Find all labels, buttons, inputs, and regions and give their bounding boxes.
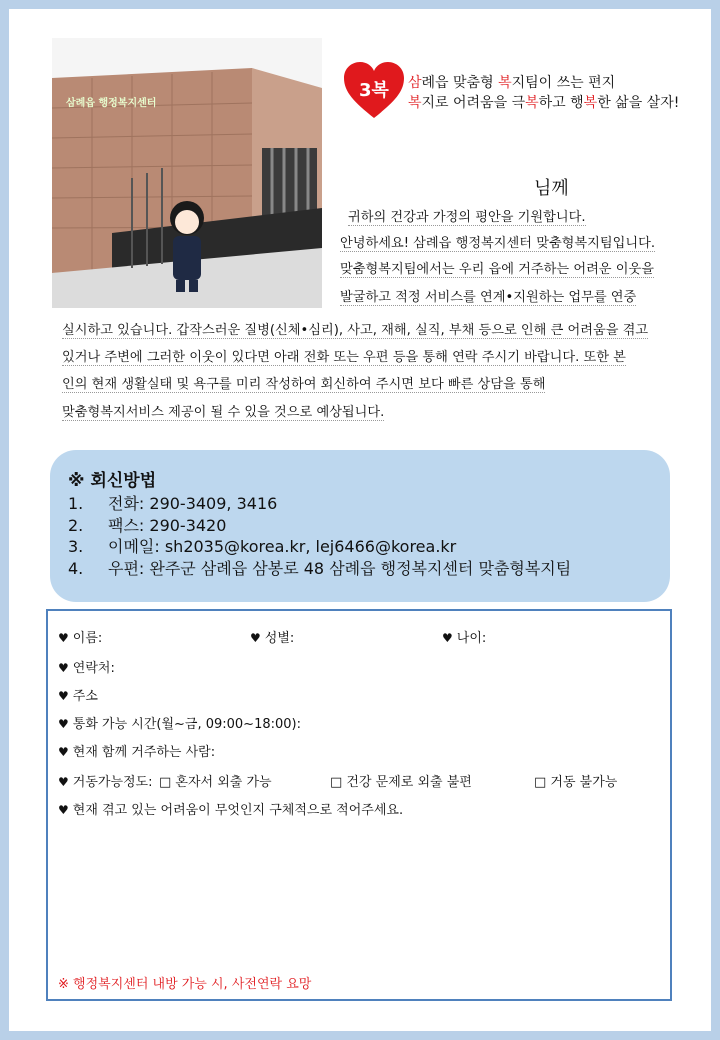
letter-line: 맞춤형복지서비스 제공이 될 수 있을 것으로 예상됩니다. [62,405,385,420]
heart-icon: ♥ [58,775,69,789]
letter-line: 있거나 주변에 그러한 이웃이 있다면 아래 전화 또는 우편 등을 통해 연락 주시기 바랍니다. 또한 본 [62,350,626,365]
mobility-field: ♥ 거동가능정도: [58,775,153,790]
heart-logo [344,62,404,124]
heart-icon: ♥ [58,661,69,675]
reply-item: 3. 이메일: sh2035@korea.kr, lej6466@korea.kr [68,537,457,556]
difficulty-field[interactable]: ♥ 현재 겪고 있는 어려움이 무엇인지 구체적으로 적어주세요. [58,803,404,818]
visit-warning: ※ 행정복지센터 내방 가능 시, 사전연락 요망 [58,977,312,992]
heart-icon: ♥ [58,689,69,703]
logo-text: 3복 [359,80,389,101]
heart-icon: ♥ [58,745,69,759]
name-field[interactable]: ♥ 이름: [58,631,103,646]
age-field[interactable]: ♥ 나이: [442,631,487,646]
building-sign: 삼례읍 행정복지센터 [66,98,157,109]
tagline-line-1: 삼례읍 맞춤형 복지팀이 쓰는 편지 [408,75,616,91]
reply-item: 2. 팩스: 290-3420 [68,515,227,535]
heart-icon: ♥ [58,631,69,645]
reply-item: 4. 우편: 완주군 삼례읍 삼봉로 48 삼례읍 행정복지센터 맞춤형복지팀 [68,558,572,578]
heart-icon: ♥ [58,717,69,731]
letter-line: 발굴하고 적정 서비스를 연계•지원하는 업무를 연중 [340,290,637,305]
letter-line: 귀하의 건강과 가정의 평안을 기원합니다. [348,210,586,225]
gender-field[interactable]: ♥ 성별: [250,631,295,646]
reply-method-box [50,450,670,602]
mobility-option-unable[interactable]: □ 거동 불가능 [534,775,618,790]
letter-line: 맞춤형복지팀에서는 우리 읍에 거주하는 어려운 이웃을 [340,262,654,277]
reply-form [46,609,672,1001]
heart-icon: ♥ [442,631,453,645]
building-illustration [52,38,322,308]
contact-field[interactable]: ♥ 연락처: [58,661,115,676]
call-time-field[interactable]: ♥ 통화 가능 시간(월~금, 09:00~18:00): [58,717,301,732]
heart-icon: ♥ [250,631,261,645]
cohabitant-field[interactable]: ♥ 현재 함께 거주하는 사람: [58,745,216,760]
letter-line: 실시하고 있습니다. 갑작스러운 질병(신체•심리), 사고, 재해, 실직, 부채 등으로 인해 큰 어려움을 겪고 [62,323,649,338]
reply-title: ※ 회신방법 [68,471,157,491]
letter-line: 인의 현재 생활실태 및 욕구를 미리 작성하여 회신하여 주시면 보다 빠른 상담을 통해 [62,377,546,392]
address-field[interactable]: ♥ 주소 [58,689,98,704]
letter-greeting: 님께 [534,178,569,199]
mobility-option-limited[interactable]: □ 건강 문제로 외출 불편 [330,775,472,790]
mobility-option-alone[interactable]: □ 혼자서 외출 가능 [159,775,272,790]
letter-line: 안녕하세요! 삼례읍 행정복지센터 맞춤형복지팀입니다. [340,236,656,251]
reply-item: 1. 전화: 290-3409, 3416 [68,494,278,513]
tagline-line-2: 복지로 어려움을 극복하고 행복한 삶을 살자! [408,95,680,111]
heart-icon: ♥ [58,803,69,817]
